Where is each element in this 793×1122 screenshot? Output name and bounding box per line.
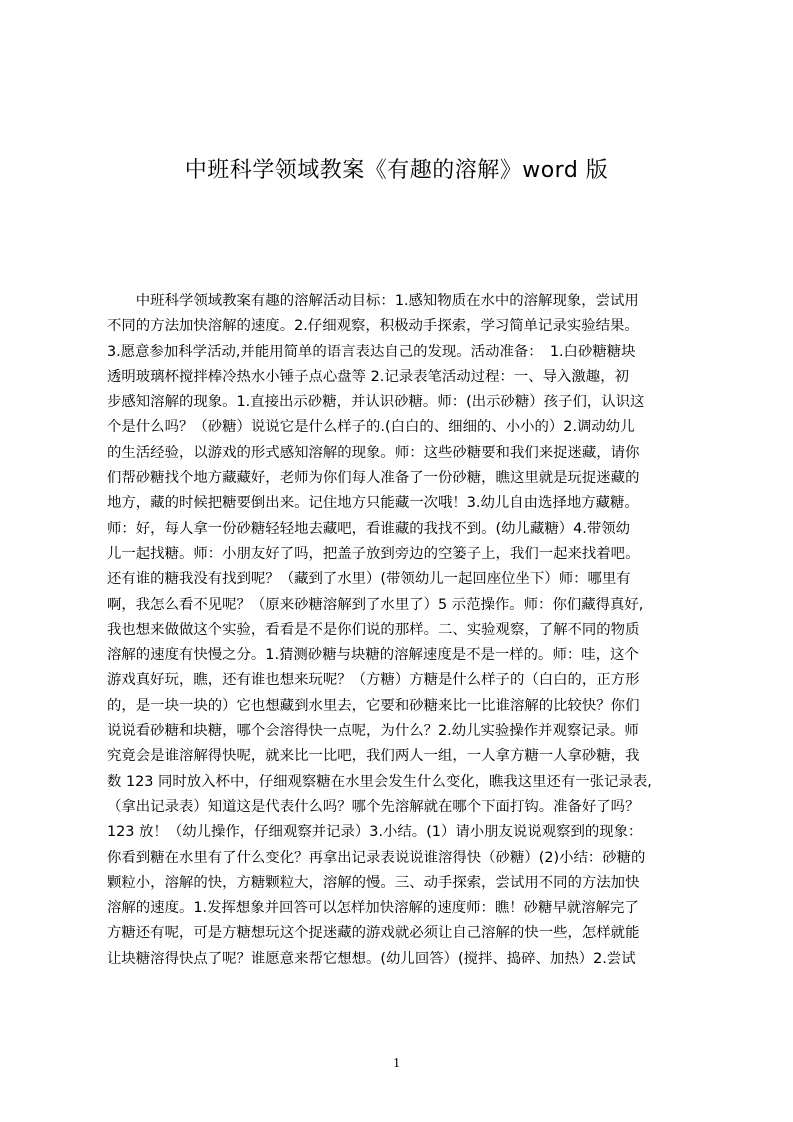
body-line: 颗粒小，溶解的快，方糖颗粒大，溶解的慢。三、动手探索，尝试用不同的方法加快 xyxy=(107,874,640,891)
body-line: 我也想来做做这个实验，看看是不是你们说的那样。二、实验观察，了解不同的物质 xyxy=(107,621,640,638)
body-line: 们帮砂糖找个地方藏藏好，老师为你们每人准备了一份砂糖，瞧这里就是玩捉迷藏的 xyxy=(107,470,640,487)
body-line: 不同的方法加快溶解的速度。2.仔细观察，积极动手探索，学习简单记录实验结果。 xyxy=(107,318,639,335)
body-line: 究竟会是谁溶解得快呢，就来比一比吧，我们两人一组，一人拿方糖一人拿砂糖，我 xyxy=(107,748,640,765)
body-line: 透明玻璃杯搅拌棒冷热水小锤子点心盘等 2.记录表笔活动过程：一、导入激趣，初 xyxy=(107,368,629,385)
body-line: 地方，藏的时候把糖要倒出来。记住地方只能藏一次哦！3.幼儿自由选择地方藏糖。 xyxy=(107,495,639,512)
body-line: 师：好，每人拿一份砂糖轻轻地去藏吧，看谁藏的我找不到。(幼儿藏糖）4.带领幼 xyxy=(107,520,631,537)
body-line: 啊，我怎么看不见呢？（原来砂糖溶解到了水里了）5 示范操作。师：你们藏得真好, xyxy=(107,596,644,613)
body-line: 还有谁的糖我没有找到呢？（藏到了水里）(带领幼儿一起回座位坐下）师：哪里有 xyxy=(107,571,631,588)
body-line: 中班科学领域教案有趣的溶解活动目标：1.感知物质在水中的溶解现象，尝试用 xyxy=(107,293,639,309)
body-line: 你看到糖在水里有了什么变化？再拿出记录表说说谁溶得快（砂糖）(2)小结：砂糖的 xyxy=(107,849,646,866)
body-line: 3.愿意参加科学活动,并能用简单的语言表达自己的发现。活动准备： 1.白砂糖糖块 xyxy=(107,343,636,360)
body-line: 游戏真好玩，瞧，还有谁也想来玩呢？（方糖）方糖是什么样子的（白白的，正方形 xyxy=(107,672,640,689)
body-line: 的，是一块一块的）它也想藏到水里去，它要和砂糖来比一比谁溶解的比较快？你们 xyxy=(107,697,640,714)
body-line: 数 123 同时放入杯中，仔细观察糖在水里会发生什么变化，瞧我这里还有一张记录表, xyxy=(107,773,652,790)
body-line: 溶解的速度有快慢之分。1.猜测砂糖与块糖的溶解速度是不是一样的。师：哇，这个 xyxy=(107,647,639,664)
body-line: 让块糖溶得快点了呢？谁愿意来帮它想想。(幼儿回答）(搅拌、捣碎、加热）2.尝试 xyxy=(107,950,636,967)
body-line: 个是什么吗？（砂糖）说说它是什么样子的.(白白的、细细的、小小的）2.调动幼儿 xyxy=(107,419,635,436)
page-number: 1 xyxy=(393,1056,400,1071)
body-line: 溶解的速度。1.发挥想象并回答可以怎样加快溶解的速度师：瞧！砂糖早就溶解完了 xyxy=(107,900,639,917)
document-body xyxy=(107,289,707,972)
document-title: 中班科学领域教案《有趣的溶解》word 版 xyxy=(184,157,609,183)
body-line: 说说看砂糖和块糖，哪个会溶得快一点呢，为什么？2.幼儿实验操作并观察记录。师 xyxy=(107,723,639,740)
body-line: （拿出记录表）知道这是代表什么吗？哪个先溶解就在哪个下面打钩。准备好了吗？ xyxy=(107,798,640,815)
body-line: 123 放！（幼儿操作，仔细观察并记录）3.小结。(1）请小朋友说说观察到的现象： xyxy=(107,824,643,841)
body-line: 儿一起找糖。师：小朋友好了吗，把盖子放到旁边的空篓子上，我们一起来找着吧。 xyxy=(107,545,640,562)
body-line: 方糖还有呢，可是方糖想玩这个捉迷藏的游戏就必须让自己溶解的快一些，怎样就能 xyxy=(107,925,640,942)
body-line: 的生活经验，以游戏的形式感知溶解的现象。师：这些砂糖要和我们来捉迷藏，请你 xyxy=(107,444,640,461)
body-line: 步感知溶解的现象。1.直接出示砂糖，并认识砂糖。师：(出示砂糖）孩子们，认识这 xyxy=(107,394,645,411)
